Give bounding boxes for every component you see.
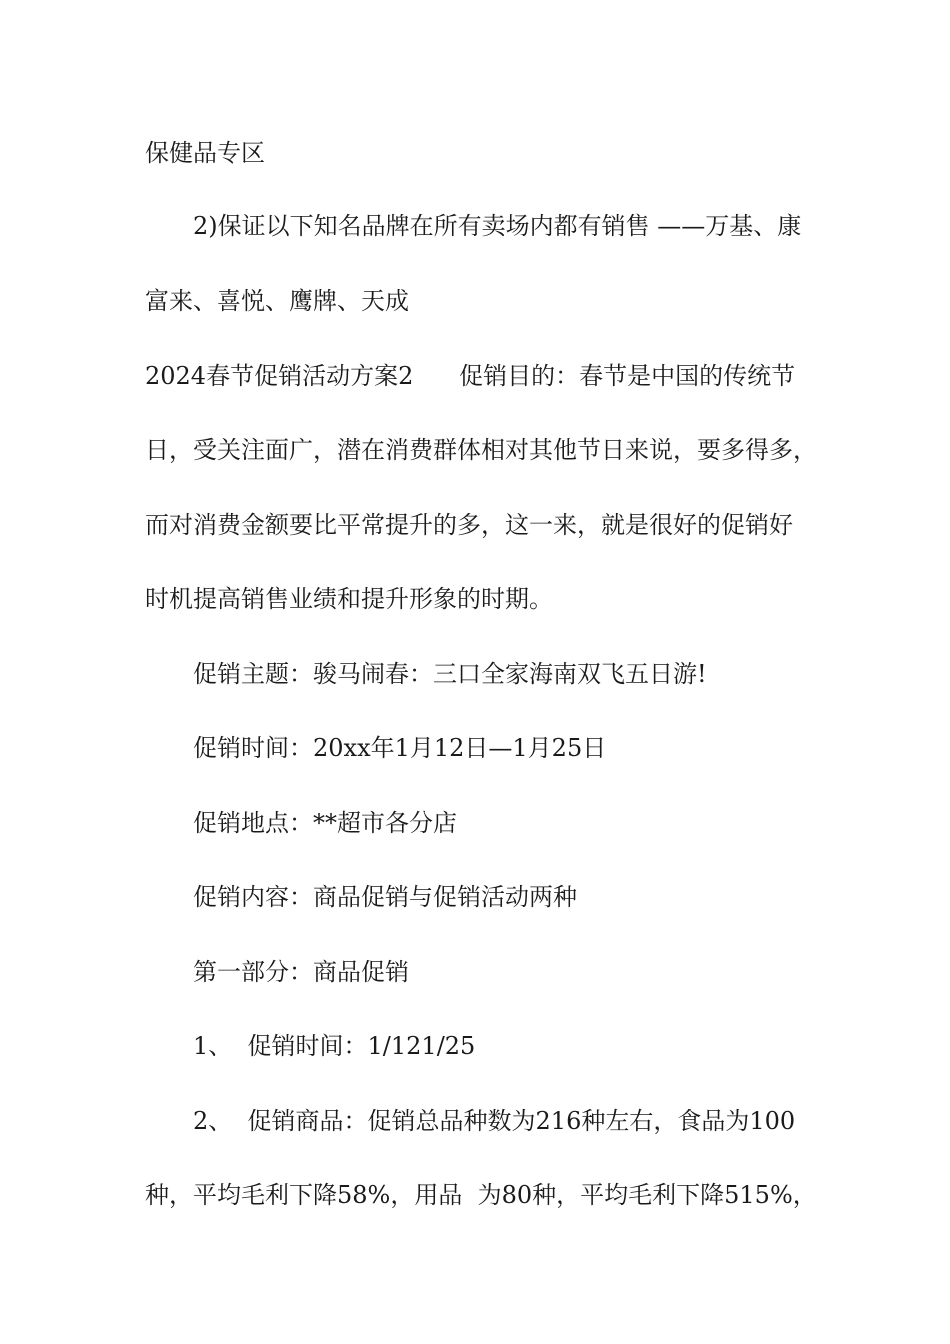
paragraph-line: 2)保证以下知名品牌在所有卖场内都有销售 ——万基、康	[193, 212, 802, 240]
paragraph-line: 种，平均毛利下降58%，用品 为80种，平均毛利下降515%，	[145, 1181, 817, 1209]
paragraph-line: 富来、喜悦、鹰牌、天成	[145, 287, 409, 315]
promotion-time-line: 促销时间：20xx年1月12日—1月25日	[193, 734, 607, 762]
promotion-location-line: 促销地点：**超市各分店	[193, 809, 457, 837]
paragraph-line: 而对消费金额要比平常提升的多，这一来，就是很好的促销好	[145, 511, 793, 539]
paragraph-line: 2024春节促销活动方案2 促销目的：春节是中国的传统节	[145, 362, 796, 390]
promotion-content-line: 促销内容：商品促销与促销活动两种	[193, 883, 577, 911]
part-one-heading: 第一部分：商品促销	[193, 958, 409, 986]
list-item-2: 2、 促销商品：促销总品种数为216种左右，食品为100	[193, 1107, 796, 1135]
section-heading-health-products: 保健品专区	[145, 139, 265, 167]
list-item-1: 1、 促销时间：1/121/25	[193, 1032, 476, 1060]
paragraph-line: 时机提高销售业绩和提升形象的时期。	[145, 585, 553, 613]
promotion-theme-line: 促销主题：骏马闹春：三口全家海南双飞五日游!	[193, 660, 707, 688]
paragraph-line: 日，受关注面广，潜在消费群体相对其他节日来说，要多得多，	[145, 436, 817, 464]
